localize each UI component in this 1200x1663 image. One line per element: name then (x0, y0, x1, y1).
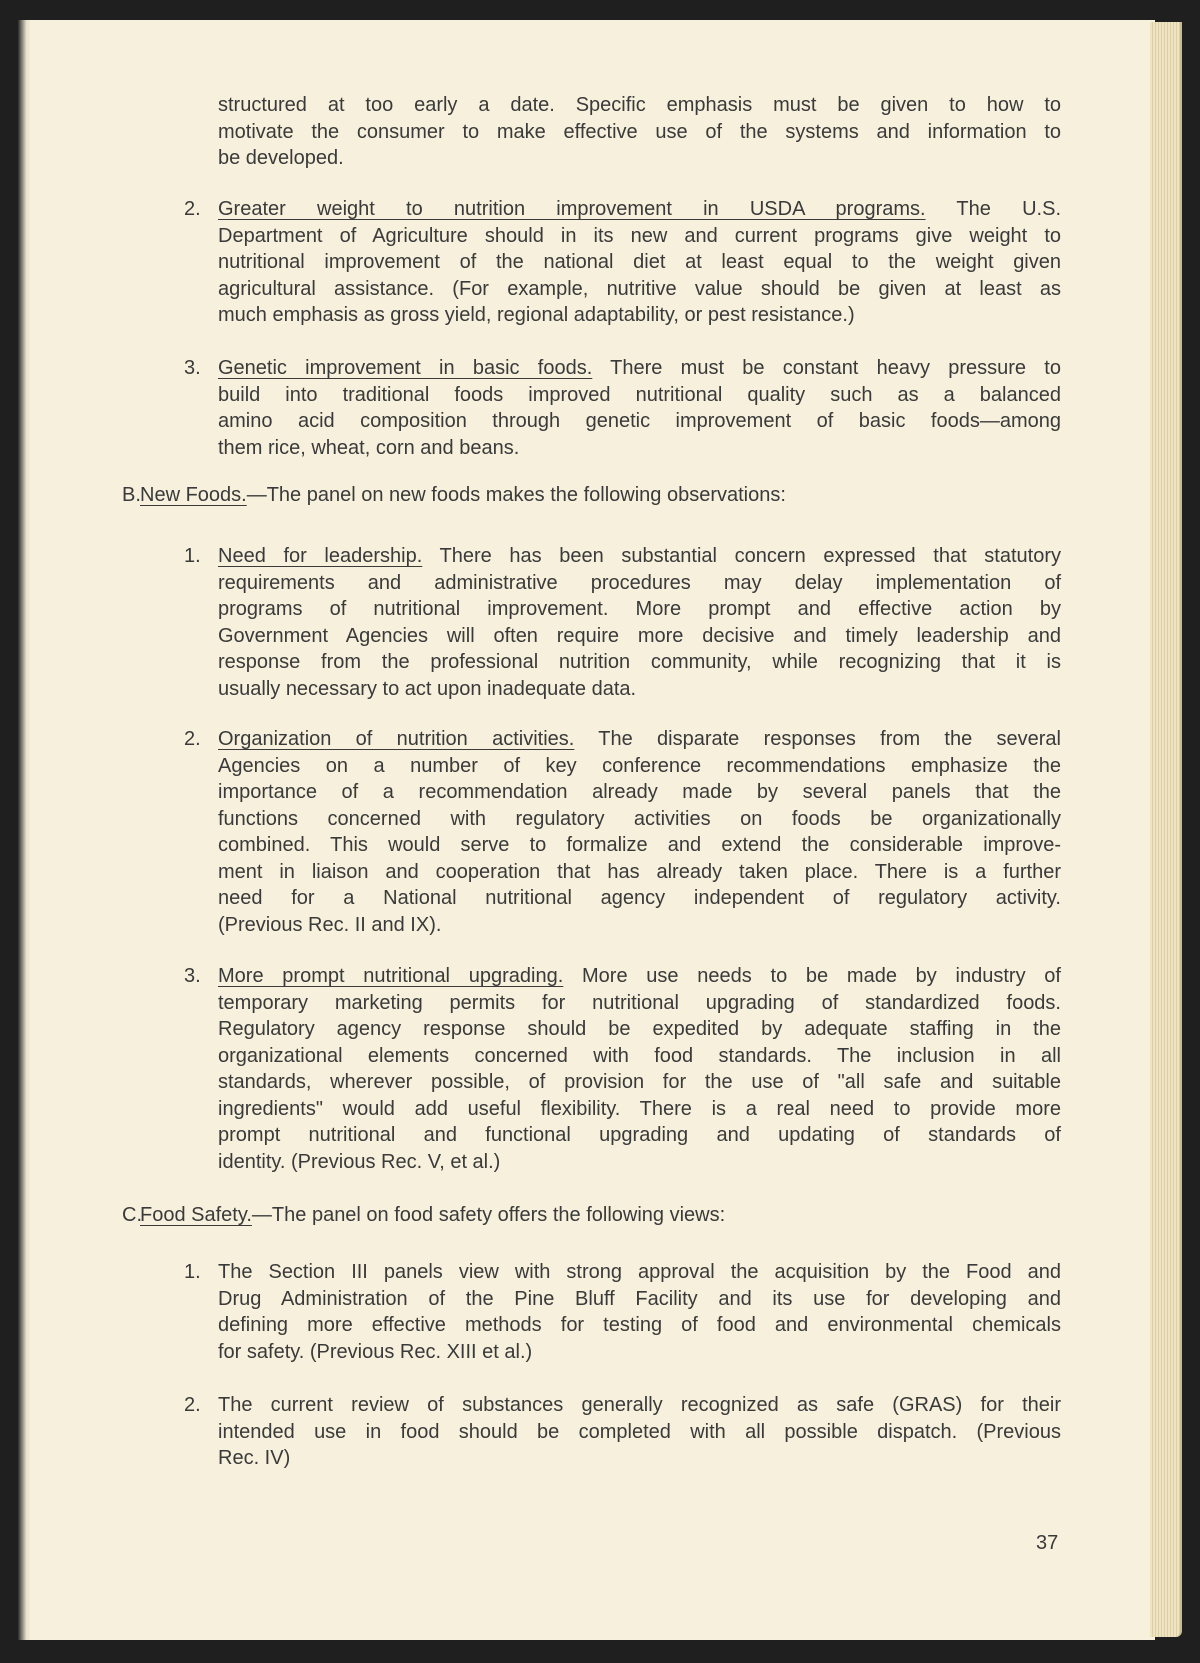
text-line: structured at too early a date. Specific emphasis must be given to how to (218, 94, 1061, 116)
item-number: 2. (184, 728, 201, 750)
text-line: programs of nutritional improvement. More prompt and effective action by (218, 598, 1061, 620)
text-line: intended use in food should be completed with all possible dispatch. (Previous (218, 1420, 1061, 1443)
text-line: prompt nutritional and functional upgrading and updating of standards of (218, 1124, 1061, 1146)
text-line: Regulatory agency response should be expedited by adequate staffing in the (218, 1018, 1061, 1040)
section-title (140, 482, 786, 508)
text-line: identity. (Previous Rec. V, et al.) (218, 1150, 501, 1173)
text-line: for safety. (Previous Rec. XIII et al.) (218, 1340, 533, 1363)
text-line: usually necessary to act upon inadequate data. (218, 677, 637, 700)
text-line (218, 543, 1061, 569)
item-heading: Genetic improvement in basic foods. (218, 357, 593, 379)
text-line: importance of a recommendation already made by several panels that the (218, 781, 1061, 803)
text-line: (Previous Rec. II and IX). (218, 913, 442, 936)
section-intro: —The panel on food safety offers the following views: (251, 1204, 726, 1226)
text-line (218, 726, 1061, 752)
item-number: 3. (184, 965, 201, 987)
item-text: There has been substantial concern expressed that statutory (422, 545, 1061, 567)
item-heading: Organization of nutrition activities. (218, 728, 575, 750)
text-line: temporary marketing permits for nutritional upgrading of standardized foods. (218, 991, 1061, 1014)
section-title-underlined: Food Safety. (140, 1204, 252, 1226)
text-line (218, 963, 1061, 989)
item-number: 1. (184, 545, 201, 567)
text-line: build into traditional foods improved nutritional quality such as a balanced (218, 383, 1061, 406)
section-label: C. (122, 1204, 142, 1226)
text-line: Agencies on a number of key conference recommendations emphasize the (218, 754, 1061, 777)
page-number: 37 (1036, 1532, 1059, 1554)
item-text: The Section III panels view with strong approval the acquisition by the Food and (218, 1261, 1061, 1283)
text-line: combined. This would serve to formalize and extend the considerable improve- (218, 834, 1061, 856)
item-number: 3. (184, 357, 201, 379)
text-line: motivate the consumer to make effective use of the systems and information to (218, 120, 1061, 143)
item-text: There must be constant heavy pressure to (592, 357, 1061, 379)
text-line: much emphasis as gross yield, regional adaptability, or pest resistance.) (218, 304, 855, 326)
text-line: requirements and administrative procedures may delay implementation of (218, 571, 1061, 594)
item-heading: Need for leadership. (218, 545, 423, 567)
item-number: 1. (184, 1261, 201, 1283)
item-number: 2. (184, 198, 201, 220)
item-text: More use needs to be made by industry of (563, 965, 1061, 987)
text-line (218, 196, 1061, 222)
item-number: 2. (184, 1394, 201, 1416)
text-line: functions concerned with regulatory activities on foods be organizationally (218, 807, 1061, 830)
text-line: response from the professional nutrition community, while recognizing that it is (218, 651, 1061, 673)
text-line: Government Agencies will often require more decisive and timely leadership and (218, 624, 1061, 647)
item-text: The current review of substances generally recognized as safe (GRAS) for their (218, 1394, 1061, 1416)
text-line: amino acid composition through genetic improvement of basic foods—among (218, 410, 1061, 432)
text-line: agricultural assistance. (For example, nutritive value should be given at least as (218, 277, 1061, 300)
text-line: Department of Agriculture should in its new and current programs give weight to (218, 224, 1061, 247)
text-line: ingredients" would add useful flexibility. There is a real need to provide more (218, 1097, 1061, 1120)
text-line: standards, wherever possible, of provision for the use of "all safe and suitable (218, 1071, 1061, 1093)
text-line (218, 1392, 1061, 1418)
text-line: them rice, wheat, corn and beans. (218, 436, 520, 459)
item-heading: Greater weight to nutrition improvement in USDA programs. (218, 198, 926, 220)
text-line: need for a National nutritional agency independent of regulatory activity. (218, 887, 1061, 909)
section-label: B. (122, 484, 141, 506)
text-line: defining more effective methods for testing of food and environmental chemicals (218, 1314, 1061, 1336)
item-heading: More prompt nutritional upgrading. (218, 965, 564, 987)
text-line: nutritional improvement of the national diet at least equal to the weight given (218, 251, 1061, 273)
text-line: be developed. (218, 147, 344, 169)
text-line: organizational elements concerned with food standards. The inclusion in all (218, 1044, 1061, 1067)
page-edges (1150, 22, 1182, 1637)
text-line (218, 1259, 1061, 1285)
text-line: ment in liaison and cooperation that has already taken place. There is a further (218, 860, 1061, 883)
section-intro: —The panel on new foods makes the following observations: (246, 484, 786, 506)
item-text: The disparate responses from the several (574, 728, 1061, 750)
section-title (140, 1202, 725, 1228)
text-line (218, 355, 1061, 381)
section-title-underlined: New Foods. (140, 484, 247, 506)
item-text: The U.S. (925, 198, 1061, 220)
text-line: Rec. IV) (218, 1447, 291, 1469)
text-line: Drug Administration of the Pine Bluff Facility and its use for developing and (218, 1287, 1061, 1310)
